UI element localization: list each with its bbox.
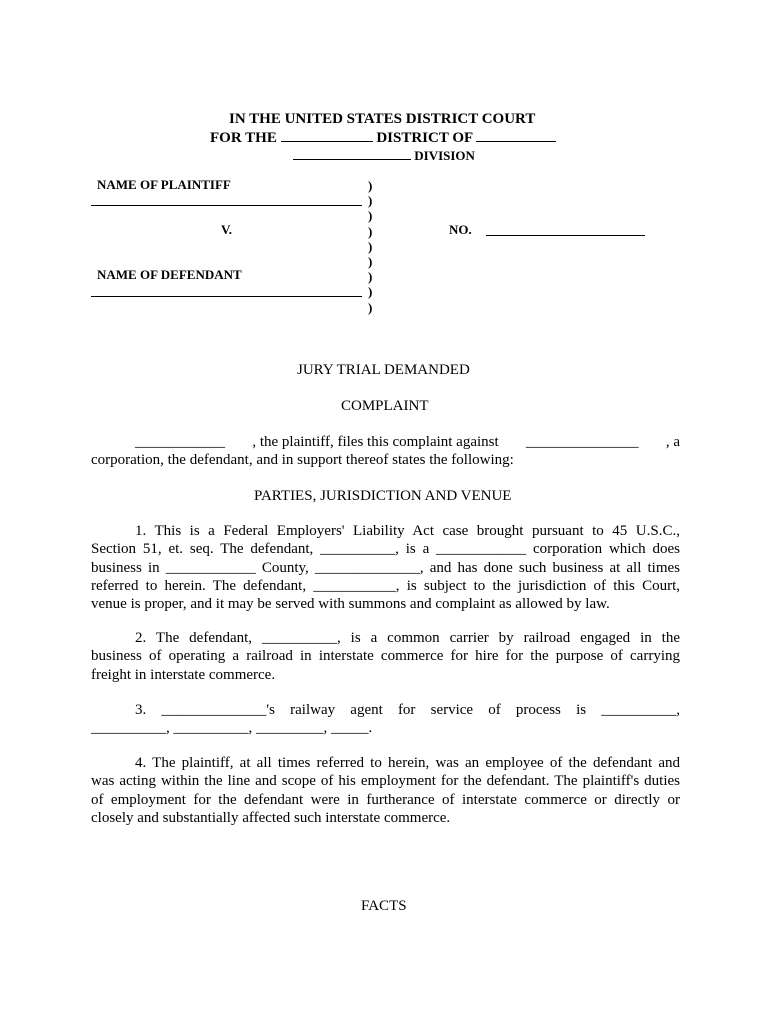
district-line [210,129,556,147]
plaintiff-label: NAME OF PLAINTIFF [97,177,231,192]
intro-text: , the plaintiff, files this complaint against [252,434,499,450]
caption-parentheses [368,178,372,315]
paren: ) [368,253,373,269]
complaint-heading: COMPLAINT [341,398,429,414]
court-title: IN THE UNITED STATES DISTRICT COURT [229,111,536,127]
intro-line-2: corporation, the defendant, and in support thereof states the following: [91,452,514,468]
versus-label: V. [221,222,232,237]
paragraph-line: closely and substantially affected such interstate commerce. [91,809,451,826]
paren: ) [368,178,373,193]
paragraph-line: referred to herein. The defendant, ___________, is subject to the jurisdiction of this Court, [91,577,680,594]
paragraph-2 [91,629,680,684]
paragraph-4 [91,754,680,827]
paragraph-line: 3. ______________'s railway agent for service of process is __________, [135,702,680,718]
paren: ) [368,284,373,300]
paragraph-line: 1. This is a Federal Employers' Liability Act case brought pursuant to 45 U.S.C., [135,523,680,539]
case-number-label: NO. [449,222,472,237]
paragraph-line: __________, __________, _________, _____. [91,720,373,737]
division-blank [293,147,411,160]
defendant-name-line [91,296,362,297]
paren: ) [368,193,373,209]
paragraph-line: freight in interstate commerce. [91,666,276,683]
jury-heading: JURY TRIAL DEMANDED [297,362,470,378]
intro-text-end: , a [665,434,680,450]
plaintiff-name-line [91,205,362,206]
district-of-label: DISTRICT OF [376,130,473,146]
intro-line-1 [91,433,680,451]
paren: ) [368,238,373,254]
facts-heading: FACTS [361,898,407,914]
parties-heading: PARTIES, JURISDICTION AND VENUE [254,488,512,504]
defendant-label: NAME OF DEFENDANT [97,267,242,282]
paragraph-line: was acting within the line and scope of his employment for the defendant. The plaintiff's duties [91,773,680,790]
for-the-label: FOR THE [210,130,277,146]
paragraph-line: business in ____________ County, ______________, and has done such business at all times [91,559,680,576]
paragraph-line: venue is proper, and it may be served with summons and complaint as allowed by law. [91,596,610,613]
intro-defendant-blank: _______________ [526,434,639,450]
paren: ) [368,299,373,315]
paren: ) [368,269,373,285]
division-line [293,147,475,164]
paragraph-3 [91,701,680,738]
paren: ) [368,223,373,239]
paragraph-line: of employment for the defendant were in furtherance of interstate commerce or directly or [91,791,680,808]
paragraph-line: 4. The plaintiff, at all times referred to herein, was an employee of the defendant and [135,755,680,771]
paragraph-line: Section 51, et. seq. The defendant, __________, is a ____________ corporation which does [91,541,680,558]
paren: ) [368,208,373,224]
paragraph-line: 2. The defendant, __________, is a common carrier by railroad engaged in the [135,630,680,646]
division-label: DIVISION [414,148,475,163]
district-blank-1 [281,129,373,142]
paragraph-1 [91,522,680,613]
intro-plaintiff-blank: ____________ [135,434,225,450]
case-number-line [486,235,645,236]
paragraph-line: business of operating a railroad in interstate commerce for hire for the purpose of carrying [91,648,680,665]
district-blank-2 [476,129,556,142]
